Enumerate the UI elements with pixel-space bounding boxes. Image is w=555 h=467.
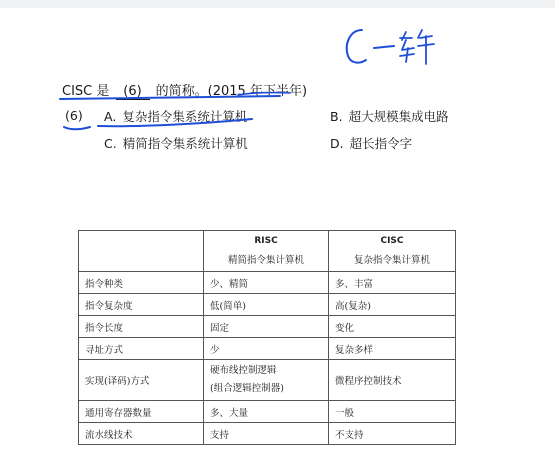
table-row — [79, 294, 456, 316]
question-prefix: CISC 是 — [62, 84, 110, 99]
feature-cell: 寻址方式 — [79, 338, 204, 360]
table-row — [79, 360, 456, 401]
risc-cell-line1: 硬布线控制逻辑 — [210, 365, 277, 376]
header-feature — [79, 231, 204, 272]
table-row — [79, 272, 456, 294]
feature-cell: 指令种类 — [79, 272, 204, 294]
option-d — [330, 134, 412, 152]
option-a — [104, 107, 247, 125]
cisc-cell: 多、丰富 — [329, 272, 456, 294]
risc-cell: 支持 — [204, 423, 329, 445]
cisc-cell: 微程序控制技术 — [329, 360, 456, 401]
question-stem — [62, 80, 307, 100]
option-c — [104, 134, 248, 152]
option-c-letter: C. — [104, 136, 117, 151]
feature-cell: 指令复杂度 — [79, 294, 204, 316]
option-c-text: 精简指令集系统计算机 — [122, 136, 248, 151]
risc-cell — [204, 360, 329, 401]
risc-cell: 低(简单) — [204, 294, 329, 316]
risc-cisc-table — [78, 230, 456, 445]
cisc-cell: 不支持 — [329, 423, 456, 445]
risc-cell: 少 — [204, 338, 329, 360]
risc-cell-line2: (组合逻辑控制器) — [210, 383, 284, 394]
question-number: (6) — [65, 108, 83, 123]
question-blank: (6) — [116, 84, 150, 100]
table-row — [79, 401, 456, 423]
cisc-cell: 一般 — [329, 401, 456, 423]
header-cisc-en: CISC — [380, 236, 404, 246]
ink-underline-number — [64, 127, 90, 129]
option-a-letter: A. — [104, 109, 117, 124]
header-cisc — [329, 231, 456, 272]
option-a-text: 复杂指令集系统计算机 — [122, 109, 248, 124]
handwriting-text: C一个 — [340, 18, 343, 19]
cisc-cell: 变化 — [329, 316, 456, 338]
risc-cell: 少、精简 — [204, 272, 329, 294]
table-row — [79, 338, 456, 360]
feature-cell: 通用寄存器数量 — [79, 401, 204, 423]
table-header-row — [79, 231, 456, 272]
table-row — [79, 423, 456, 445]
option-d-letter: D. — [330, 136, 344, 151]
question-year: 2015 年下半年 — [212, 84, 302, 99]
table-row — [79, 316, 456, 338]
top-bar — [0, 0, 555, 8]
option-b — [330, 107, 449, 125]
feature-cell: 流水线技术 — [79, 423, 204, 445]
option-d-text: 超长指令字 — [349, 136, 413, 151]
option-b-text: 超大规模集成电路 — [348, 109, 449, 124]
header-risc — [204, 231, 329, 272]
feature-cell: 指令长度 — [79, 316, 204, 338]
cisc-cell: 复杂多样 — [329, 338, 456, 360]
question-close: ) — [301, 84, 308, 99]
cisc-cell: 高(复杂) — [329, 294, 456, 316]
risc-cell: 多、大量 — [204, 401, 329, 423]
header-risc-en: RISC — [254, 236, 278, 246]
risc-cell: 固定 — [204, 316, 329, 338]
question-suffix: 的简称。( — [155, 84, 213, 99]
option-b-letter: B. — [330, 109, 343, 124]
header-risc-zh: 精简指令集计算机 — [227, 255, 304, 266]
feature-cell: 实现(译码)方式 — [79, 360, 204, 401]
header-cisc-zh: 复杂指令集计算机 — [353, 255, 430, 266]
handwritten-annotation — [340, 18, 450, 78]
